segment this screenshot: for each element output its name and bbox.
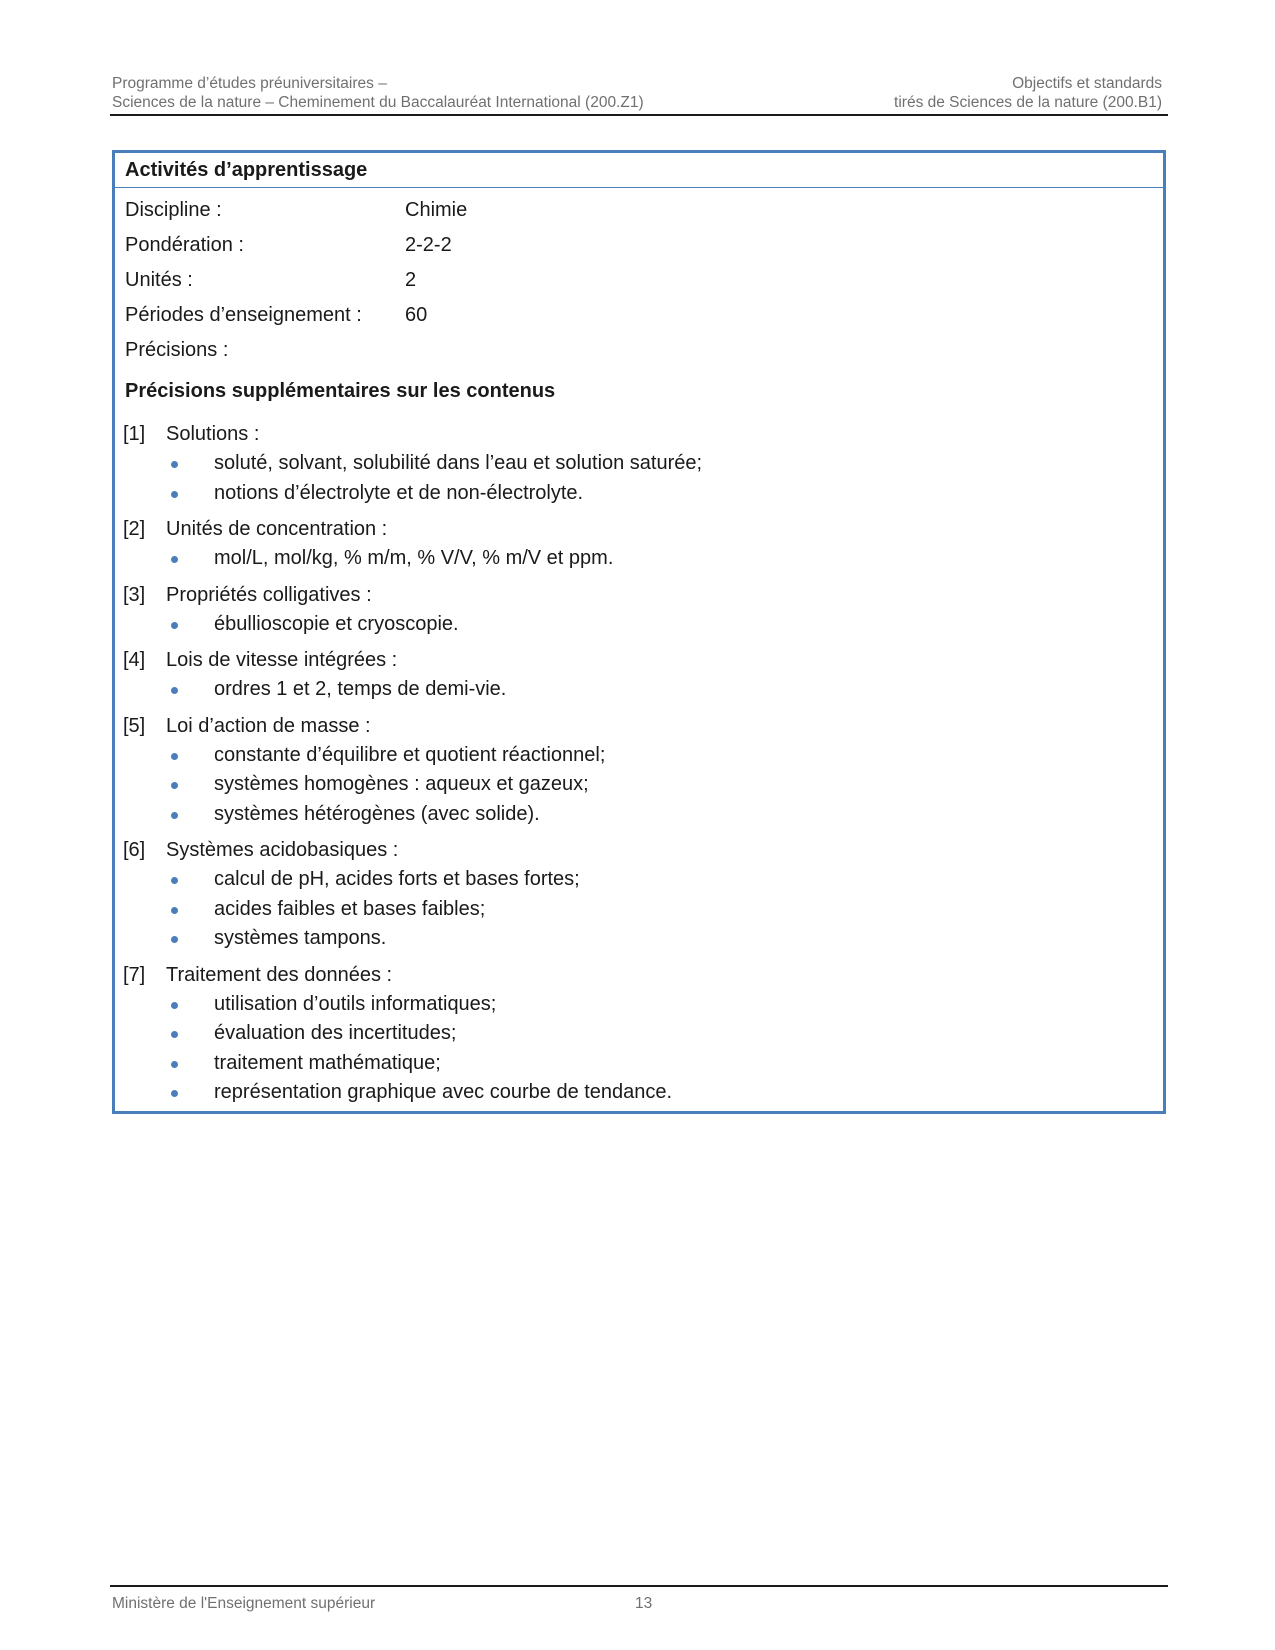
topic-number: [1] bbox=[123, 423, 146, 445]
info-label: Unités : bbox=[125, 269, 193, 291]
list-item-text: mol/L, mol/kg, % m/m, % V/V, % m/V et ppm. bbox=[214, 547, 614, 569]
list-item bbox=[123, 675, 1143, 705]
list-item-text: notions d’électrolyte et de non-électrolyte. bbox=[214, 481, 584, 504]
info-label: Périodes d’enseignement : bbox=[125, 304, 362, 326]
bullet-icon bbox=[171, 556, 178, 563]
list-item-text: représentation graphique avec courbe de tendance. bbox=[214, 1081, 673, 1103]
list-item bbox=[123, 1078, 1143, 1108]
topic-title: Solutions : bbox=[166, 423, 260, 445]
list-item-text: évaluation des incertitudes; bbox=[214, 1022, 457, 1044]
info-value: 2-2-2 bbox=[405, 234, 452, 256]
program-title: Programme d’études préuniversitaires – bbox=[112, 75, 387, 92]
list-item-text: ébullioscopie et cryoscopie. bbox=[214, 612, 459, 635]
bullet-icon bbox=[171, 782, 178, 789]
topic-heading bbox=[123, 835, 1143, 865]
bullet-icon bbox=[171, 1031, 178, 1038]
topic-heading bbox=[123, 419, 1143, 449]
section-title: Précisions supplémentaires sur les contenus bbox=[125, 380, 556, 402]
topic-heading bbox=[123, 514, 1143, 544]
list-item-text: traitement mathématique; bbox=[214, 1051, 441, 1074]
list-item bbox=[123, 479, 1143, 509]
topic-number: [5] bbox=[123, 714, 146, 737]
bullet-icon bbox=[171, 753, 178, 760]
info-value: 2 bbox=[405, 269, 417, 291]
list-item-text: acides faibles et bases faibles; bbox=[214, 897, 486, 920]
content-list bbox=[123, 419, 1143, 1114]
list-item bbox=[123, 544, 1143, 574]
objectives-title: Objectifs et standards bbox=[1012, 75, 1162, 92]
bullet-icon bbox=[171, 491, 178, 498]
topic-6 bbox=[123, 835, 1143, 954]
header-left bbox=[112, 74, 644, 112]
info-value: 60 bbox=[405, 304, 428, 326]
bullet-icon bbox=[171, 1090, 178, 1097]
bullet-icon bbox=[171, 877, 178, 884]
bullet-icon bbox=[171, 1061, 178, 1068]
topic-heading bbox=[123, 711, 1143, 741]
topic-heading bbox=[123, 580, 1143, 610]
list-item bbox=[123, 895, 1143, 925]
info-label: Pondération : bbox=[125, 234, 244, 256]
topic-number: [7] bbox=[123, 963, 146, 986]
program-subtitle: Sciences de la nature – Cheminement du Baccalauréat International (200.Z1) bbox=[112, 94, 644, 111]
list-item bbox=[123, 741, 1143, 771]
topic-number: [4] bbox=[123, 649, 146, 671]
topic-title: Loi d’action de masse : bbox=[166, 714, 371, 737]
topic-1 bbox=[123, 419, 1143, 508]
page-header bbox=[110, 74, 1168, 116]
bullet-icon bbox=[171, 1002, 178, 1009]
topic-number: [3] bbox=[123, 583, 146, 606]
topic-title: Traitement des données : bbox=[166, 963, 393, 986]
topic-heading bbox=[123, 645, 1143, 675]
info-label: Discipline : bbox=[125, 199, 222, 221]
topic-4 bbox=[123, 645, 1143, 705]
list-item-text: constante d’équilibre et quotient réactionnel; bbox=[214, 743, 606, 766]
list-item-text: calcul de pH, acides forts et bases fortes; bbox=[214, 868, 580, 890]
list-item-text: soluté, solvant, solubilité dans l’eau et solution saturée; bbox=[214, 452, 703, 474]
bullet-icon bbox=[171, 461, 178, 468]
list-item-text: systèmes homogènes : aqueux et gazeux; bbox=[214, 773, 589, 795]
info-value: Chimie bbox=[405, 199, 468, 221]
list-item-text: ordres 1 et 2, temps de demi-vie. bbox=[214, 678, 507, 700]
topic-3 bbox=[123, 580, 1143, 640]
info-label: Précisions : bbox=[125, 339, 229, 361]
header-right bbox=[894, 74, 1162, 112]
objectives-source: tirés de Sciences de la nature (200.B1) bbox=[894, 94, 1162, 111]
list-item bbox=[123, 610, 1143, 640]
bullet-icon bbox=[171, 907, 178, 914]
list-item bbox=[123, 449, 1143, 479]
list-item bbox=[123, 865, 1143, 895]
topic-2 bbox=[123, 514, 1143, 574]
topic-title: Lois de vitesse intégrées : bbox=[166, 649, 398, 671]
topic-title: Propriétés colligatives : bbox=[166, 583, 372, 606]
list-item bbox=[123, 770, 1143, 800]
page-number: 13 bbox=[635, 1595, 653, 1612]
topic-number: [6] bbox=[123, 839, 146, 861]
list-item bbox=[123, 1049, 1143, 1079]
topic-heading bbox=[123, 960, 1143, 990]
topic-title: Systèmes acidobasiques : bbox=[166, 839, 399, 861]
list-item bbox=[123, 1019, 1143, 1049]
bullet-icon bbox=[171, 812, 178, 819]
bullet-icon bbox=[171, 936, 178, 943]
learning-activities-box bbox=[112, 150, 1166, 1114]
list-item-text: systèmes tampons. bbox=[214, 927, 387, 949]
topic-title: Unités de concentration : bbox=[166, 518, 388, 540]
topic-5 bbox=[123, 711, 1143, 830]
topic-7 bbox=[123, 960, 1143, 1108]
list-item-text: systèmes hétérogènes (avec solide). bbox=[214, 802, 540, 825]
ministry-name: Ministère de l'Enseignement supérieur bbox=[112, 1595, 376, 1612]
list-item bbox=[123, 990, 1143, 1020]
topic-number: [2] bbox=[123, 518, 146, 540]
list-item bbox=[123, 924, 1143, 954]
box-title: Activités d’apprentissage bbox=[115, 153, 1163, 188]
list-item bbox=[123, 800, 1143, 830]
bullet-icon bbox=[171, 687, 178, 694]
list-item-text: utilisation d’outils informatiques; bbox=[214, 992, 497, 1015]
page-footer bbox=[110, 1585, 1168, 1612]
bullet-icon bbox=[171, 622, 178, 629]
